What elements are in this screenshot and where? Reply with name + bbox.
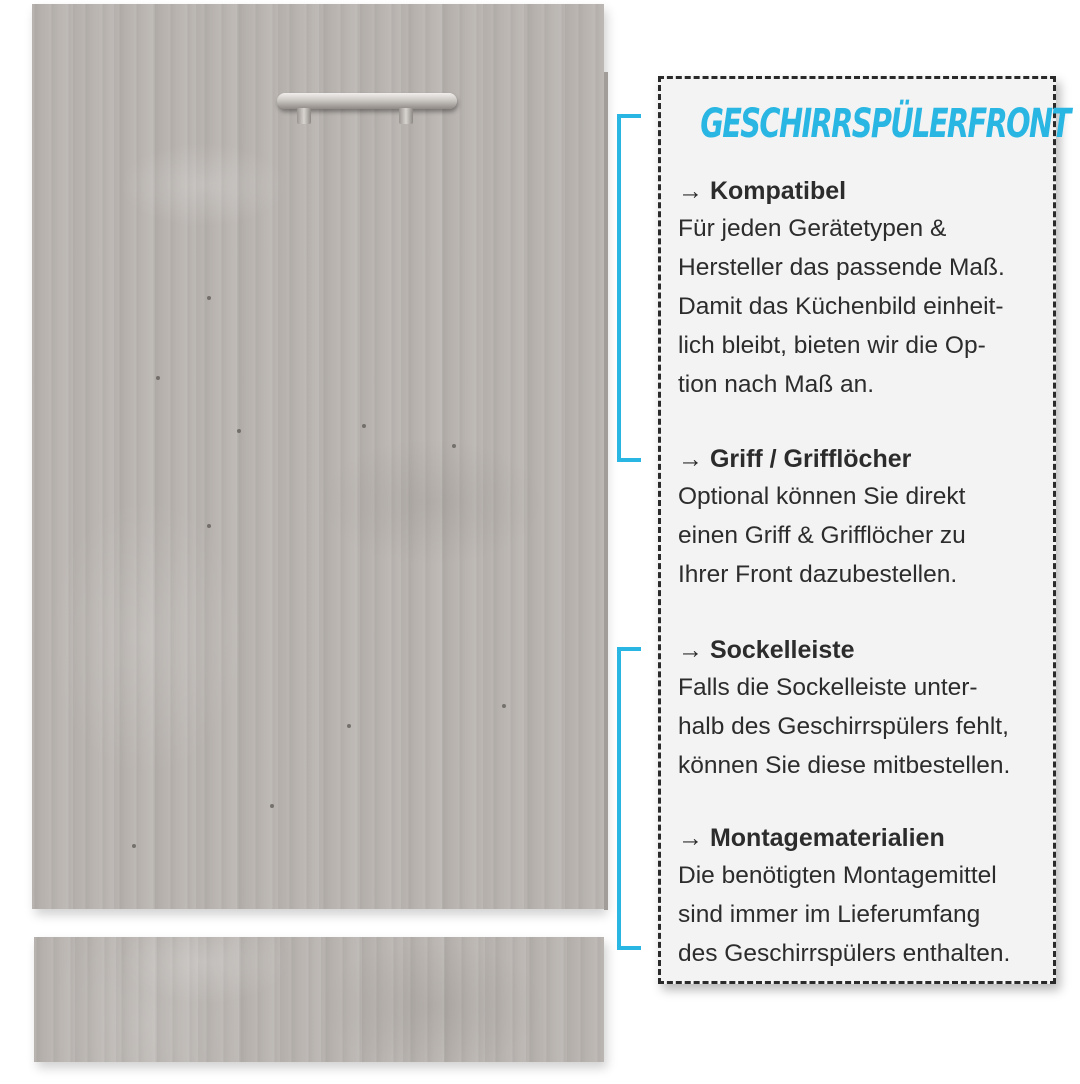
section-griff: [678, 441, 1050, 594]
concrete-speck: [362, 424, 366, 428]
section-text: Optional können Sie direkt: [678, 483, 966, 510]
section-heading: → Sockelleiste: [678, 636, 855, 664]
concrete-speck: [207, 296, 211, 300]
section-text: tion nach Maß an.: [678, 371, 875, 398]
dishwasher-front-panel: [32, 4, 604, 909]
section-kompatibel: [678, 173, 1050, 404]
handle-post-right: [399, 108, 413, 124]
section-text: Für jeden Gerätetypen &: [678, 215, 947, 242]
section-text: des Geschirrspülers enthalten.: [678, 940, 1011, 967]
section-text: Falls die Sockelleiste unter-: [678, 674, 978, 701]
concrete-speck: [237, 429, 241, 433]
info-box: [658, 76, 1070, 984]
bracket-plinth: [617, 647, 641, 950]
section-text: Ihrer Front dazubestellen.: [678, 561, 958, 588]
bar-handle: [277, 93, 457, 109]
concrete-speck: [132, 844, 136, 848]
concrete-speck: [347, 724, 351, 728]
section-text: Hersteller das passende Maß.: [678, 254, 1005, 281]
section-text: Die benötigten Montagemittel: [678, 862, 997, 889]
concrete-speck: [207, 524, 211, 528]
concrete-speck: [156, 376, 160, 380]
section-text: Damit das Küchenbild einheit-: [678, 293, 1004, 320]
section-text: einen Griff & Grifflöcher zu: [678, 522, 966, 549]
section-text: halb des Geschirrspülers fehlt,: [678, 713, 1009, 740]
handle-post-left: [297, 108, 311, 124]
section-sockelleiste: [678, 632, 1050, 785]
concrete-speck: [502, 704, 506, 708]
section-text: sind immer im Lieferumfang: [678, 901, 981, 928]
panel-edge: [604, 72, 608, 910]
plinth-strip: [34, 937, 604, 1062]
concrete-speck: [452, 444, 456, 448]
section-heading: → Griff / Grifflöcher: [678, 445, 912, 473]
bracket-door: [617, 114, 641, 462]
info-title: GESCHIRRSPÜLERFRONT: [700, 101, 1070, 147]
section-text: lich bleibt, bieten wir die Op-: [678, 332, 986, 359]
section-montagematerialien: [678, 820, 1050, 973]
section-heading: → Montagematerialien: [678, 824, 945, 852]
section-text: können Sie diese mitbestellen.: [678, 752, 1011, 779]
section-heading: → Kompatibel: [678, 177, 847, 205]
concrete-speck: [270, 804, 274, 808]
